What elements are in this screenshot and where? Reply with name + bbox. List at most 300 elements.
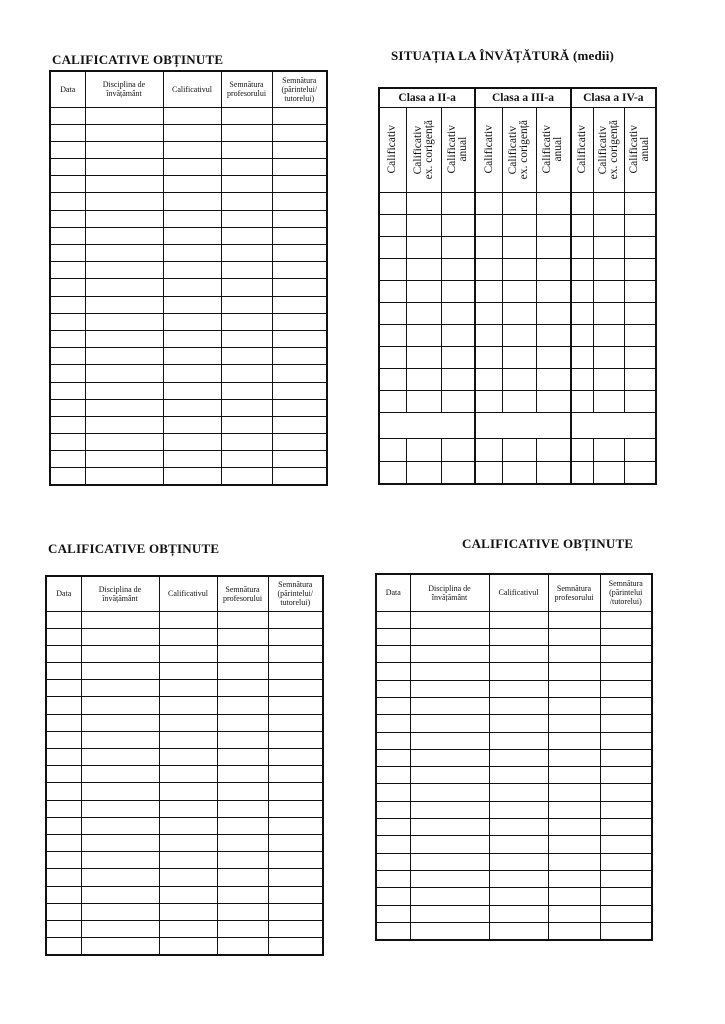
- merged-cell[interactable]: [379, 412, 475, 438]
- table-cell[interactable]: [475, 461, 502, 484]
- table-cell[interactable]: [163, 227, 221, 244]
- table-cell[interactable]: [548, 732, 600, 749]
- table-cell[interactable]: [502, 302, 536, 324]
- table-cell[interactable]: [81, 714, 159, 731]
- table-cell[interactable]: [379, 461, 406, 484]
- table-cell[interactable]: [594, 390, 625, 412]
- table-cell[interactable]: [489, 732, 548, 749]
- table-cell[interactable]: [159, 766, 217, 783]
- table-cell[interactable]: [379, 258, 406, 280]
- table-cell[interactable]: [272, 210, 327, 227]
- table-cell[interactable]: [537, 368, 571, 390]
- table-cell[interactable]: [163, 313, 221, 330]
- table-cell[interactable]: [46, 749, 81, 766]
- table-cell[interactable]: [502, 368, 536, 390]
- table-cell[interactable]: [410, 870, 489, 887]
- table-cell[interactable]: [410, 905, 489, 922]
- table-cell[interactable]: [571, 236, 594, 258]
- table-cell[interactable]: [85, 193, 163, 210]
- table-cell[interactable]: [376, 715, 410, 732]
- table-cell[interactable]: [46, 817, 81, 834]
- table-cell[interactable]: [85, 451, 163, 468]
- table-cell[interactable]: [221, 313, 272, 330]
- table-cell[interactable]: [379, 390, 406, 412]
- table-cell[interactable]: [548, 888, 600, 905]
- table-cell[interactable]: [548, 680, 600, 697]
- table-cell[interactable]: [537, 302, 571, 324]
- table-cell[interactable]: [217, 697, 268, 714]
- table-cell[interactable]: [548, 870, 600, 887]
- table-cell[interactable]: [81, 869, 159, 886]
- table-cell[interactable]: [159, 800, 217, 817]
- table-cell[interactable]: [376, 680, 410, 697]
- table-cell[interactable]: [221, 210, 272, 227]
- table-cell[interactable]: [502, 324, 536, 346]
- table-cell[interactable]: [159, 731, 217, 748]
- table-cell[interactable]: [221, 399, 272, 416]
- table-cell[interactable]: [221, 279, 272, 296]
- table-cell[interactable]: [217, 731, 268, 748]
- table-cell[interactable]: [410, 732, 489, 749]
- table-cell[interactable]: [376, 888, 410, 905]
- table-cell[interactable]: [268, 938, 323, 955]
- table-cell[interactable]: [46, 783, 81, 800]
- table-cell[interactable]: [268, 714, 323, 731]
- table-cell[interactable]: [221, 141, 272, 158]
- table-cell[interactable]: [548, 801, 600, 818]
- table-cell[interactable]: [625, 280, 656, 302]
- table-cell[interactable]: [441, 438, 475, 461]
- table-cell[interactable]: [272, 468, 327, 485]
- table-cell[interactable]: [571, 346, 594, 368]
- table-cell[interactable]: [221, 176, 272, 193]
- table-cell[interactable]: [489, 663, 548, 680]
- table-cell[interactable]: [217, 938, 268, 955]
- table-cell[interactable]: [410, 836, 489, 853]
- table-cell[interactable]: [571, 390, 594, 412]
- table-cell[interactable]: [625, 192, 656, 214]
- table-cell[interactable]: [81, 817, 159, 834]
- table-cell[interactable]: [379, 302, 406, 324]
- table-cell[interactable]: [272, 245, 327, 262]
- table-cell[interactable]: [376, 905, 410, 922]
- table-cell[interactable]: [502, 346, 536, 368]
- table-cell[interactable]: [50, 227, 85, 244]
- table-cell[interactable]: [441, 214, 475, 236]
- table-cell[interactable]: [163, 141, 221, 158]
- table-cell[interactable]: [410, 611, 489, 628]
- table-cell[interactable]: [625, 346, 656, 368]
- table-cell[interactable]: [46, 938, 81, 955]
- table-cell[interactable]: [159, 680, 217, 697]
- table-cell[interactable]: [272, 227, 327, 244]
- table-cell[interactable]: [406, 390, 441, 412]
- table-cell[interactable]: [600, 680, 652, 697]
- table-cell[interactable]: [50, 193, 85, 210]
- table-cell[interactable]: [600, 853, 652, 870]
- table-cell[interactable]: [475, 302, 502, 324]
- table-cell[interactable]: [163, 210, 221, 227]
- table-cell[interactable]: [163, 124, 221, 141]
- table-cell[interactable]: [163, 296, 221, 313]
- table-cell[interactable]: [571, 302, 594, 324]
- table-cell[interactable]: [489, 853, 548, 870]
- table-cell[interactable]: [163, 348, 221, 365]
- table-cell[interactable]: [81, 749, 159, 766]
- table-cell[interactable]: [221, 262, 272, 279]
- table-cell[interactable]: [548, 646, 600, 663]
- table-cell[interactable]: [159, 714, 217, 731]
- table-cell[interactable]: [50, 382, 85, 399]
- table-cell[interactable]: [548, 767, 600, 784]
- table-cell[interactable]: [548, 749, 600, 766]
- table-cell[interactable]: [489, 646, 548, 663]
- table-cell[interactable]: [50, 348, 85, 365]
- table-cell[interactable]: [594, 258, 625, 280]
- table-cell[interactable]: [221, 451, 272, 468]
- table-cell[interactable]: [537, 390, 571, 412]
- table-cell[interactable]: [571, 461, 594, 484]
- table-cell[interactable]: [475, 324, 502, 346]
- table-cell[interactable]: [600, 715, 652, 732]
- table-cell[interactable]: [600, 819, 652, 836]
- table-cell[interactable]: [163, 399, 221, 416]
- table-cell[interactable]: [50, 141, 85, 158]
- table-cell[interactable]: [625, 461, 656, 484]
- table-cell[interactable]: [50, 468, 85, 485]
- table-cell[interactable]: [81, 611, 159, 628]
- table-cell[interactable]: [600, 784, 652, 801]
- table-cell[interactable]: [406, 324, 441, 346]
- table-cell[interactable]: [81, 834, 159, 851]
- table-cell[interactable]: [410, 646, 489, 663]
- table-cell[interactable]: [537, 280, 571, 302]
- table-cell[interactable]: [159, 697, 217, 714]
- table-cell[interactable]: [600, 646, 652, 663]
- table-cell[interactable]: [50, 365, 85, 382]
- table-cell[interactable]: [85, 245, 163, 262]
- table-cell[interactable]: [163, 434, 221, 451]
- table-cell[interactable]: [475, 368, 502, 390]
- table-cell[interactable]: [217, 869, 268, 886]
- table-cell[interactable]: [50, 330, 85, 347]
- table-cell[interactable]: [268, 800, 323, 817]
- table-cell[interactable]: [441, 346, 475, 368]
- table-cell[interactable]: [441, 302, 475, 324]
- table-cell[interactable]: [548, 611, 600, 628]
- table-cell[interactable]: [81, 628, 159, 645]
- table-cell[interactable]: [406, 236, 441, 258]
- table-cell[interactable]: [441, 324, 475, 346]
- table-cell[interactable]: [406, 280, 441, 302]
- table-cell[interactable]: [221, 245, 272, 262]
- table-cell[interactable]: [217, 852, 268, 869]
- table-cell[interactable]: [81, 886, 159, 903]
- table-cell[interactable]: [221, 296, 272, 313]
- table-cell[interactable]: [50, 279, 85, 296]
- table-cell[interactable]: [81, 663, 159, 680]
- table-cell[interactable]: [594, 438, 625, 461]
- table-cell[interactable]: [272, 159, 327, 176]
- table-cell[interactable]: [217, 749, 268, 766]
- table-cell[interactable]: [272, 176, 327, 193]
- table-cell[interactable]: [272, 124, 327, 141]
- table-cell[interactable]: [268, 834, 323, 851]
- table-cell[interactable]: [221, 124, 272, 141]
- table-cell[interactable]: [50, 434, 85, 451]
- table-cell[interactable]: [81, 800, 159, 817]
- table-cell[interactable]: [81, 697, 159, 714]
- table-cell[interactable]: [376, 836, 410, 853]
- table-cell[interactable]: [50, 451, 85, 468]
- table-cell[interactable]: [379, 236, 406, 258]
- table-cell[interactable]: [272, 262, 327, 279]
- table-cell[interactable]: [268, 817, 323, 834]
- table-cell[interactable]: [475, 438, 502, 461]
- table-cell[interactable]: [163, 262, 221, 279]
- table-cell[interactable]: [475, 258, 502, 280]
- table-cell[interactable]: [272, 107, 327, 124]
- table-cell[interactable]: [159, 869, 217, 886]
- table-cell[interactable]: [379, 438, 406, 461]
- table-cell[interactable]: [268, 680, 323, 697]
- table-cell[interactable]: [600, 801, 652, 818]
- table-cell[interactable]: [410, 922, 489, 939]
- table-cell[interactable]: [502, 438, 536, 461]
- table-cell[interactable]: [85, 227, 163, 244]
- table-cell[interactable]: [268, 852, 323, 869]
- table-cell[interactable]: [217, 611, 268, 628]
- table-cell[interactable]: [163, 468, 221, 485]
- table-cell[interactable]: [159, 783, 217, 800]
- table-cell[interactable]: [594, 346, 625, 368]
- table-cell[interactable]: [376, 819, 410, 836]
- table-cell[interactable]: [159, 663, 217, 680]
- table-cell[interactable]: [85, 313, 163, 330]
- table-cell[interactable]: [46, 680, 81, 697]
- table-cell[interactable]: [81, 920, 159, 937]
- table-cell[interactable]: [625, 302, 656, 324]
- table-cell[interactable]: [502, 280, 536, 302]
- table-cell[interactable]: [217, 645, 268, 662]
- table-cell[interactable]: [571, 324, 594, 346]
- table-cell[interactable]: [600, 663, 652, 680]
- table-cell[interactable]: [594, 214, 625, 236]
- table-cell[interactable]: [81, 938, 159, 955]
- table-cell[interactable]: [46, 645, 81, 662]
- table-cell[interactable]: [268, 697, 323, 714]
- table-cell[interactable]: [50, 262, 85, 279]
- table-cell[interactable]: [410, 767, 489, 784]
- table-cell[interactable]: [159, 903, 217, 920]
- table-cell[interactable]: [221, 348, 272, 365]
- table-cell[interactable]: [548, 819, 600, 836]
- table-cell[interactable]: [406, 346, 441, 368]
- table-cell[interactable]: [502, 390, 536, 412]
- table-cell[interactable]: [272, 141, 327, 158]
- merged-cell[interactable]: [571, 412, 656, 438]
- table-cell[interactable]: [50, 107, 85, 124]
- table-cell[interactable]: [272, 313, 327, 330]
- table-cell[interactable]: [85, 141, 163, 158]
- table-cell[interactable]: [594, 236, 625, 258]
- table-cell[interactable]: [268, 869, 323, 886]
- table-cell[interactable]: [410, 749, 489, 766]
- table-cell[interactable]: [489, 611, 548, 628]
- table-cell[interactable]: [376, 870, 410, 887]
- table-cell[interactable]: [81, 731, 159, 748]
- table-cell[interactable]: [410, 853, 489, 870]
- merged-cell[interactable]: [475, 412, 570, 438]
- table-cell[interactable]: [489, 680, 548, 697]
- table-cell[interactable]: [46, 611, 81, 628]
- table-cell[interactable]: [537, 461, 571, 484]
- table-cell[interactable]: [489, 628, 548, 645]
- table-cell[interactable]: [159, 749, 217, 766]
- table-cell[interactable]: [548, 922, 600, 939]
- table-cell[interactable]: [410, 628, 489, 645]
- table-cell[interactable]: [376, 628, 410, 645]
- table-cell[interactable]: [441, 368, 475, 390]
- table-cell[interactable]: [410, 715, 489, 732]
- table-cell[interactable]: [217, 663, 268, 680]
- table-cell[interactable]: [221, 434, 272, 451]
- table-cell[interactable]: [406, 258, 441, 280]
- table-cell[interactable]: [163, 451, 221, 468]
- table-cell[interactable]: [81, 680, 159, 697]
- table-cell[interactable]: [81, 903, 159, 920]
- table-cell[interactable]: [475, 192, 502, 214]
- table-cell[interactable]: [272, 193, 327, 210]
- table-cell[interactable]: [163, 382, 221, 399]
- table-cell[interactable]: [502, 236, 536, 258]
- table-cell[interactable]: [46, 869, 81, 886]
- table-cell[interactable]: [50, 176, 85, 193]
- table-cell[interactable]: [379, 192, 406, 214]
- table-cell[interactable]: [537, 214, 571, 236]
- table-cell[interactable]: [376, 801, 410, 818]
- table-cell[interactable]: [81, 852, 159, 869]
- table-cell[interactable]: [441, 461, 475, 484]
- table-cell[interactable]: [217, 766, 268, 783]
- table-cell[interactable]: [81, 645, 159, 662]
- table-cell[interactable]: [475, 346, 502, 368]
- table-cell[interactable]: [217, 628, 268, 645]
- table-cell[interactable]: [217, 680, 268, 697]
- table-cell[interactable]: [85, 348, 163, 365]
- table-cell[interactable]: [600, 836, 652, 853]
- table-cell[interactable]: [272, 399, 327, 416]
- table-cell[interactable]: [548, 697, 600, 714]
- table-cell[interactable]: [163, 279, 221, 296]
- table-cell[interactable]: [548, 628, 600, 645]
- table-cell[interactable]: [406, 368, 441, 390]
- table-cell[interactable]: [272, 330, 327, 347]
- table-cell[interactable]: [594, 302, 625, 324]
- table-cell[interactable]: [600, 749, 652, 766]
- table-cell[interactable]: [376, 646, 410, 663]
- table-cell[interactable]: [217, 903, 268, 920]
- table-cell[interactable]: [272, 416, 327, 433]
- table-cell[interactable]: [489, 922, 548, 939]
- table-cell[interactable]: [85, 296, 163, 313]
- table-cell[interactable]: [159, 938, 217, 955]
- table-cell[interactable]: [594, 324, 625, 346]
- table-cell[interactable]: [600, 611, 652, 628]
- table-cell[interactable]: [159, 628, 217, 645]
- table-cell[interactable]: [410, 801, 489, 818]
- table-cell[interactable]: [85, 330, 163, 347]
- table-cell[interactable]: [406, 192, 441, 214]
- table-cell[interactable]: [502, 258, 536, 280]
- table-cell[interactable]: [46, 920, 81, 937]
- table-cell[interactable]: [376, 697, 410, 714]
- table-cell[interactable]: [406, 461, 441, 484]
- table-cell[interactable]: [406, 438, 441, 461]
- table-cell[interactable]: [548, 715, 600, 732]
- table-cell[interactable]: [221, 159, 272, 176]
- table-cell[interactable]: [268, 903, 323, 920]
- table-cell[interactable]: [50, 210, 85, 227]
- table-cell[interactable]: [379, 214, 406, 236]
- table-cell[interactable]: [410, 697, 489, 714]
- table-cell[interactable]: [441, 280, 475, 302]
- table-cell[interactable]: [50, 416, 85, 433]
- table-cell[interactable]: [489, 697, 548, 714]
- table-cell[interactable]: [272, 451, 327, 468]
- table-cell[interactable]: [406, 302, 441, 324]
- table-cell[interactable]: [46, 731, 81, 748]
- table-cell[interactable]: [475, 214, 502, 236]
- table-cell[interactable]: [537, 192, 571, 214]
- table-cell[interactable]: [376, 611, 410, 628]
- table-cell[interactable]: [221, 416, 272, 433]
- table-cell[interactable]: [625, 368, 656, 390]
- table-cell[interactable]: [221, 107, 272, 124]
- table-cell[interactable]: [85, 279, 163, 296]
- table-cell[interactable]: [46, 628, 81, 645]
- table-cell[interactable]: [406, 214, 441, 236]
- table-cell[interactable]: [537, 324, 571, 346]
- table-cell[interactable]: [217, 800, 268, 817]
- table-cell[interactable]: [548, 784, 600, 801]
- table-cell[interactable]: [268, 628, 323, 645]
- table-cell[interactable]: [537, 236, 571, 258]
- table-cell[interactable]: [46, 714, 81, 731]
- table-cell[interactable]: [46, 834, 81, 851]
- table-cell[interactable]: [376, 767, 410, 784]
- table-cell[interactable]: [594, 192, 625, 214]
- table-cell[interactable]: [489, 836, 548, 853]
- table-cell[interactable]: [502, 214, 536, 236]
- table-cell[interactable]: [46, 766, 81, 783]
- table-cell[interactable]: [46, 697, 81, 714]
- table-cell[interactable]: [376, 732, 410, 749]
- table-cell[interactable]: [571, 258, 594, 280]
- table-cell[interactable]: [548, 663, 600, 680]
- table-cell[interactable]: [85, 399, 163, 416]
- table-cell[interactable]: [159, 817, 217, 834]
- table-cell[interactable]: [489, 784, 548, 801]
- table-cell[interactable]: [441, 390, 475, 412]
- table-cell[interactable]: [85, 365, 163, 382]
- table-cell[interactable]: [489, 905, 548, 922]
- table-cell[interactable]: [376, 922, 410, 939]
- table-cell[interactable]: [379, 346, 406, 368]
- table-cell[interactable]: [537, 258, 571, 280]
- table-cell[interactable]: [489, 819, 548, 836]
- table-cell[interactable]: [268, 611, 323, 628]
